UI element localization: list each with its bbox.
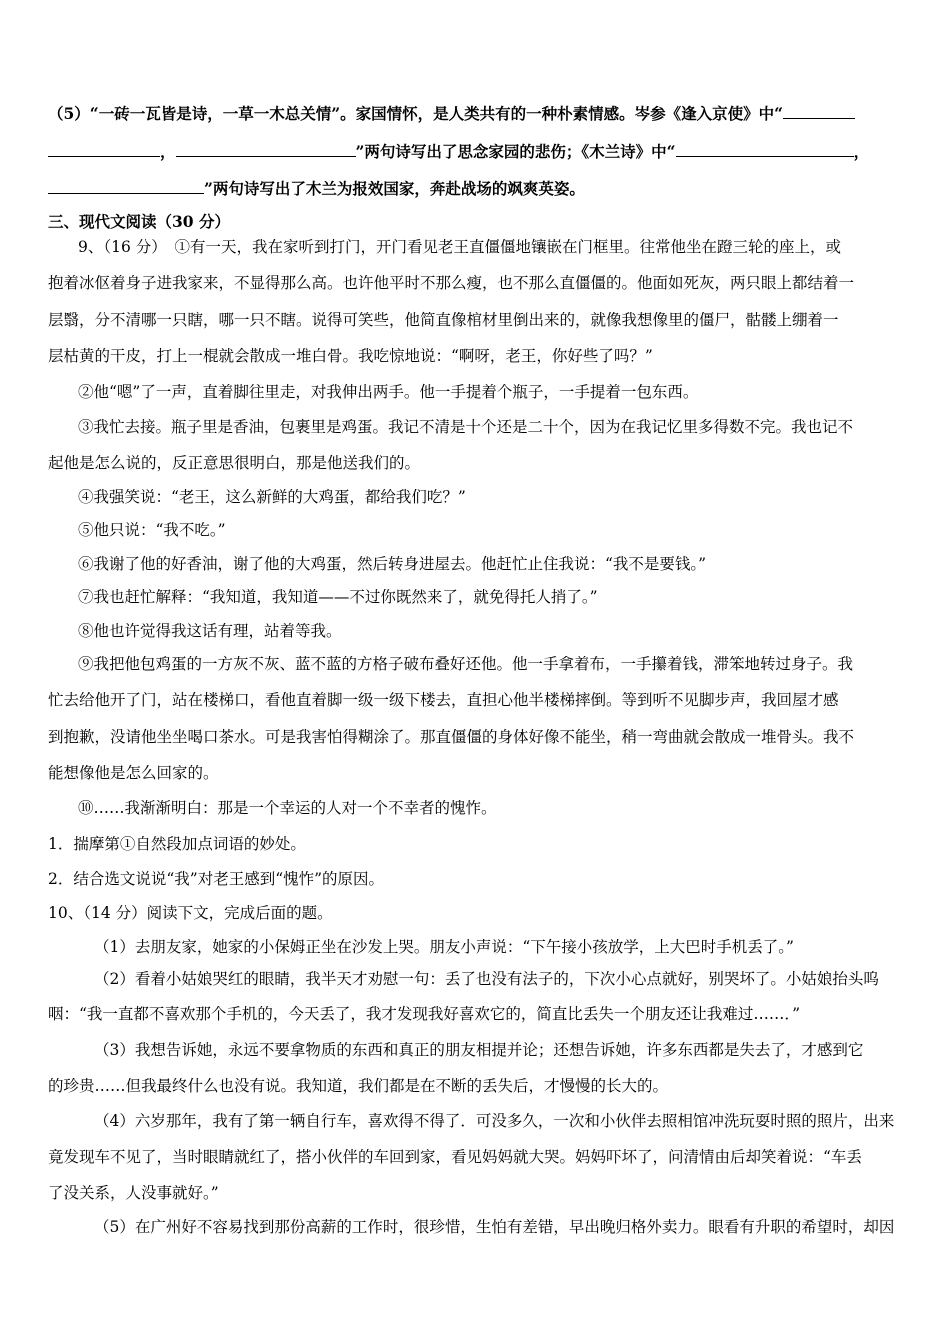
section-heading: 三、现代文阅读（30 分） xyxy=(48,212,230,231)
answer-blank-1[interactable] xyxy=(783,104,855,119)
q10-paragraph-5-line-1: （5）在广州好不容易找到那份高薪的工作时，很珍惜，生怕有差错，早出晚归格外卖力。眼看有升职的希望时，却因 xyxy=(94,1218,895,1236)
q9-paragraph-1-line-3: 层翳，分不清哪一只瞎，哪一只不瞎。说得可笑些，他简直像棺材里倒出来的，就像我想像里的僵尸，骷髅上绷着一 xyxy=(48,311,839,329)
q5-text-2: ”两句诗写出了思念家园的悲伤；《木兰诗》中“ xyxy=(355,142,676,161)
q5-text-3: ”两句诗写出了木兰为报效国家，奔赴战场的飒爽英姿。 xyxy=(204,179,585,198)
q9-paragraph-7: ⑦我也赶忙解释：“我知道，我知道——不过你既然来了，就免得托人捎了。” xyxy=(78,588,598,606)
q9-paragraph-9-line-2: 忙去给他开了门，站在楼梯口，看他直着脚一级一级下楼去，直担心他半楼梯摔倒。等到听不见脚步声，我回屋才感 xyxy=(48,691,839,709)
answer-blank-3[interactable] xyxy=(176,142,356,157)
q10-paragraph-1: （1）去朋友家，她家的小保姆正坐在沙发上哭。朋友小声说：“下午接小孩放学，上大巴时手机丢了。” xyxy=(94,938,794,956)
q9-paragraph-1-line-2: 抱着冰伛着身子进我家来，不显得那么高。也许他平时不那么瘦，也不那么直僵僵的。他面如死灰，两只眼上都结着一 xyxy=(48,274,855,292)
q9-paragraph-1-line-1: 9、（16 分） ①有一天，我在家听到打门，开门看见老王直僵僵地镶嵌在门框里。往常他坐在蹬三轮的座上，或 xyxy=(78,238,842,256)
q10-paragraph-4-line-2: 竟发现车不见了，当时眼睛就红了，搭小伙伴的车回到家，看见妈妈就大哭。妈妈吓坏了，问清情由后却笑着说：“车丢 xyxy=(48,1148,862,1166)
q9-paragraph-9-line-3: 到抱歉，没请他坐坐喝口茶水。可是我害怕得糊涂了。那直僵僵的身体好像不能坐，稍一弯曲就会散成一堆骨头。我不 xyxy=(48,728,855,746)
q5-line-3 xyxy=(48,179,908,199)
q5-line-1 xyxy=(48,104,908,124)
q9-subquestion-1: 1．揣摩第①自然段加点词语的妙处。 xyxy=(48,835,306,853)
q9-paragraph-6: ⑥我谢了他的好香油，谢了他的大鸡蛋，然后转身进屋去。他赶忙止住我说：“我不是要钱。” xyxy=(78,555,707,573)
q9-paragraph-9-line-4: 能想像他是怎么回家的。 xyxy=(48,764,219,782)
q10-paragraph-4-line-3: 了没关系，人没事就好。” xyxy=(48,1184,219,1202)
q9-paragraph-4: ④我强笑说：“老王，这么新鲜的大鸡蛋，都给我们吃？” xyxy=(78,488,466,506)
q5-sep-1: ， xyxy=(160,142,176,161)
q10-paragraph-2-line-1: （2）看着小姑娘哭红的眼睛，我半天才劝慰一句：丢了也没有法子的，下次小心点就好，别哭坏了。小姑娘抬头呜 xyxy=(94,970,879,988)
q9-paragraph-10: ⑩……我渐渐明白：那是一个幸运的人对一个不幸者的愧怍。 xyxy=(78,799,497,817)
q5-text-1: （5）“一砖一瓦皆是诗，一草一木总关情”。家国情怀，是人类共有的一种朴素情感。岑参《逢入京使》中“ xyxy=(48,104,784,123)
q9-paragraph-9-line-1: ⑨我把他包鸡蛋的一方灰不灰、蓝不蓝的方格子破布叠好还他。他一手拿着布，一手攥着钱，滞笨地转过身子。我 xyxy=(78,655,854,673)
q9-paragraph-1-line-4: 层枯黄的干皮，打上一棍就会散成一堆白骨。我吃惊地说：“啊呀，老王，你好些了吗？” xyxy=(48,347,653,365)
q9-subquestion-2: 2．结合选文说说“我”对老王感到“愧怍”的原因。 xyxy=(48,870,385,888)
q10-paragraph-3-line-1: （3）我想告诉她，永远不要拿物质的东西和真正的朋友相提并论；还想告诉她，许多东西都是失去了，才感到它 xyxy=(94,1041,864,1059)
q9-paragraph-8: ⑧他也许觉得我这话有理，站着等我。 xyxy=(78,622,342,640)
q9-paragraph-5: ⑤他只说：“我不吃。” xyxy=(78,521,226,539)
q5-sep-2: ， xyxy=(853,142,870,161)
answer-blank-2[interactable] xyxy=(48,142,160,157)
q9-paragraph-2: ②他“嗯”了一声，直着脚往里走，对我伸出两手。他一手提着个瓶子，一手提着一包东西。 xyxy=(78,383,699,401)
q10-paragraph-3-line-2: 的珍贵……但我最终什么也没有说。我知道，我们都是在不断的丢失后，才慢慢的长大的。 xyxy=(48,1077,669,1095)
q10-intro: 10、（14 分）阅读下文，完成后面的题。 xyxy=(48,904,333,922)
q10-paragraph-2-line-2: 咽：“我一直都不喜欢那个手机的，今天丢了，我才发现我好喜欢它的，简直比丢失一个朋友还让我难过……．” xyxy=(48,1005,801,1023)
q9-paragraph-3-line-2: 起他是怎么说的，反正意思很明白，那是他送我们的。 xyxy=(48,454,421,472)
q5-line-2 xyxy=(48,142,908,162)
q9-paragraph-3-line-1: ③我忙去接。瓶子里是香油，包裹里是鸡蛋。我记不清是十个还是二十个，因为在我记忆里多得数不完。我也记不 xyxy=(78,418,854,436)
answer-blank-5[interactable] xyxy=(48,179,204,194)
q10-paragraph-4-line-1: （4）六岁那年，我有了第一辆自行车，喜欢得不得了．可没多久，一次和小伙伴去照相馆冲洗玩耍时照的照片，出来 xyxy=(94,1112,895,1130)
answer-blank-4[interactable] xyxy=(676,142,854,157)
